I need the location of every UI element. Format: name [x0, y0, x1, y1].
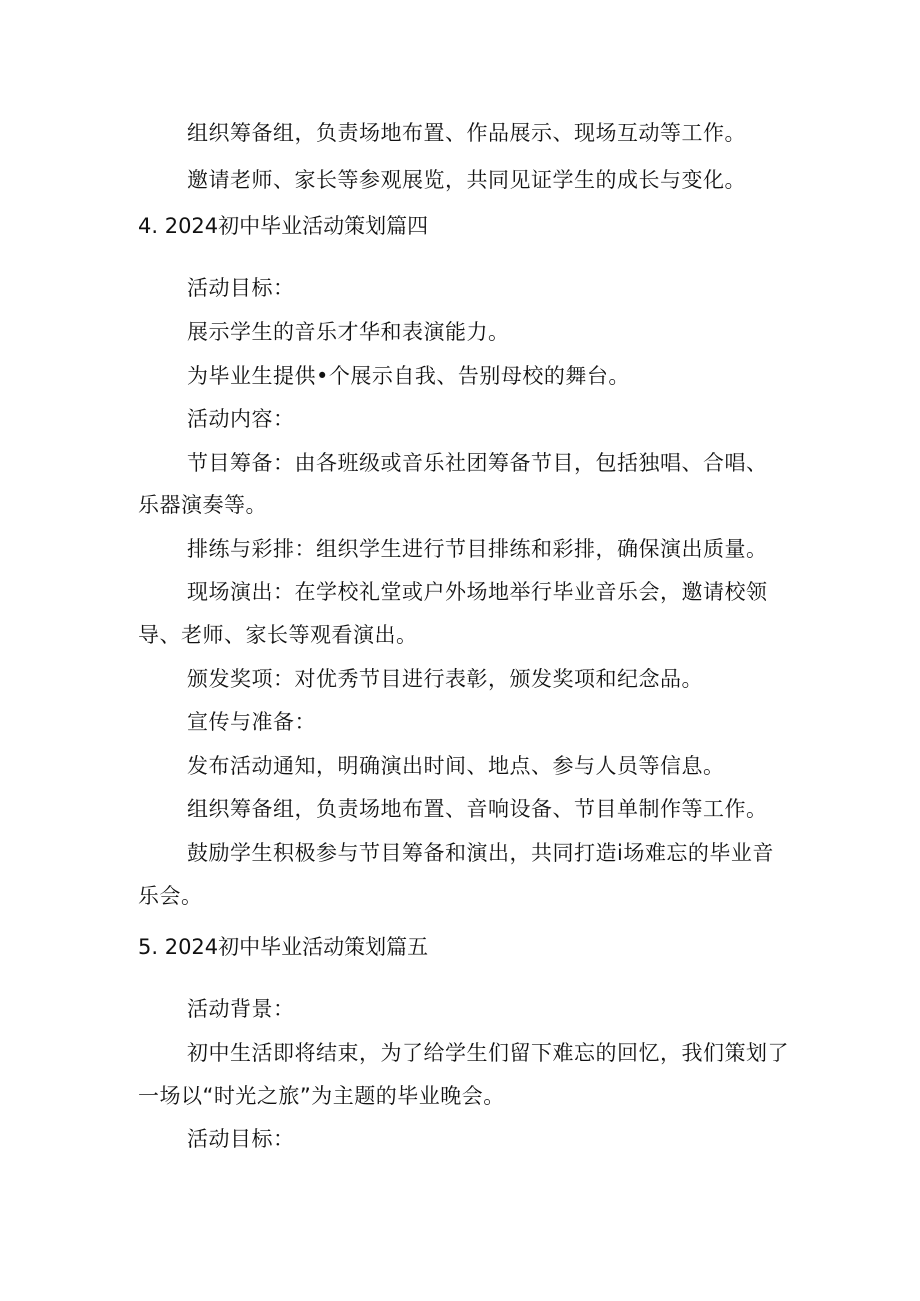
paragraph-continuation: 导、老师、家长等观看演出。	[138, 623, 418, 647]
paragraph-line: 发布活动通知，明确演出时间、地点、参与人员等信息。	[187, 754, 725, 778]
paragraph-line: 鼓励学生积极参与节目筹备和演出，共同打造i场难忘的毕业音	[187, 841, 774, 865]
subheading-label: 活动目标：	[187, 1127, 295, 1151]
paragraph-line: 组织筹备组，负责场地布置、作品展示、现场互动等工作。	[187, 121, 746, 145]
paragraph-line: 排练与彩排：组织学生进行节目排练和彩排，确保演出质量。	[187, 537, 768, 561]
subheading-label: 宣传与准备：	[187, 710, 316, 734]
section-heading: 4. 2024初中毕业活动策划篇四	[138, 214, 429, 238]
paragraph-line: 现场演出：在学校礼堂或户外场地举行毕业音乐会，邀请校领	[187, 580, 768, 604]
paragraph-continuation: 乐会。	[138, 884, 203, 908]
paragraph-line: 颁发奖项：对优秀节目进行表彰，颁发奖项和纪念品。	[187, 667, 703, 691]
section-heading: 5. 2024初中毕业活动策划篇五	[138, 935, 429, 959]
paragraph-line: 邀请老师、家长等参观展览，共同见证学生的成长与变化。	[187, 168, 746, 192]
subheading-label: 活动内容：	[187, 407, 295, 431]
subheading-label: 活动目标：	[187, 276, 295, 300]
paragraph-line: 初中生活即将结束，为了给学生们留下难忘的回忆，我们策划了	[187, 1041, 789, 1065]
paragraph-line: 节目筹备：由各班级或音乐社团筹备节目，包括独唱、合唱、	[187, 451, 768, 475]
paragraph-line: 组织筹备组，负责场地布置、音响设备、节目单制作等工作。	[187, 797, 768, 821]
paragraph-continuation: 一场以“时光之旅”为主题的毕业晚会。	[138, 1084, 505, 1108]
paragraph-line: 为毕业生提供•个展示自我、告别母校的舞台。	[187, 364, 630, 388]
subheading-label: 活动背景：	[187, 997, 295, 1021]
paragraph-continuation: 乐器演奏等。	[138, 493, 267, 517]
paragraph-line: 展示学生的音乐才华和表演能力。	[187, 320, 510, 344]
